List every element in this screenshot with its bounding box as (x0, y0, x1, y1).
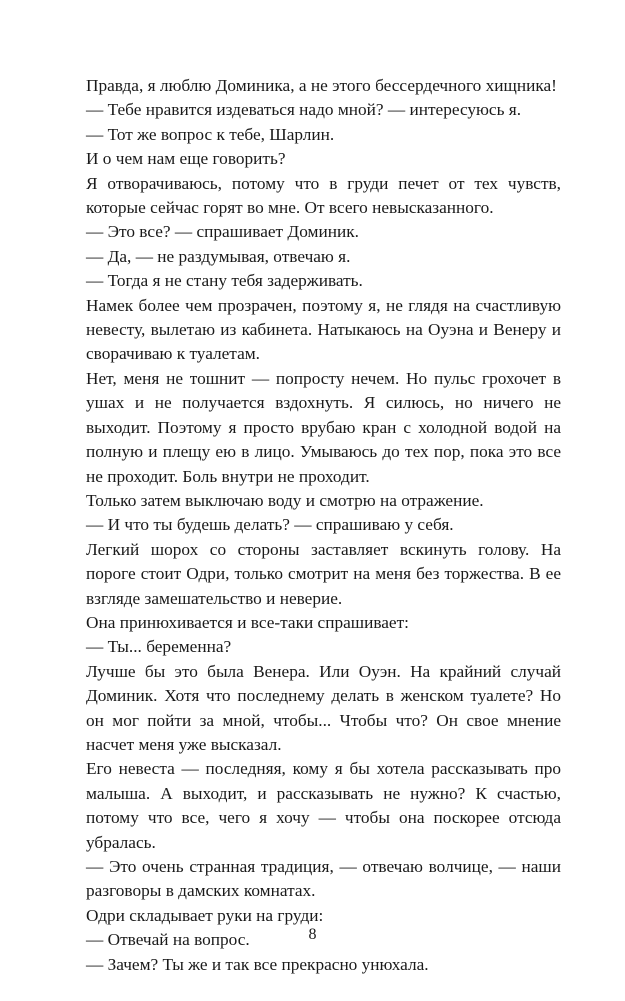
page-number: 8 (308, 926, 317, 943)
paragraph: И о чем нам еще говорить? (86, 149, 286, 169)
paragraph: — Это все? — спрашивает Доминик. (86, 222, 359, 242)
paragraph: Лучше бы это была Венера. Или Оуэн. На крайний случай Доминик. Хотя что последнему делать в женском туалете? Но он мог пойти за мной, чтобы... Чтобы что? Он свое мнение насчет меня уже высказал. (86, 661, 561, 754)
body-text (86, 74, 561, 977)
paragraph: Нет, меня не тошнит — попросту нечем. Но пульс грохочет в ушах и не получается вздохнуть. Я силюсь, но ничего не выходит. Поэтому я просто врубаю кран с холодной водой на полную и плещу ею в лицо. Умываюсь до тех пор, пока это все не проходит. Боль внутри не проходит. (86, 368, 561, 486)
paragraph: Я отворачиваюсь, потому что в груди печет от тех чувств, которые сейчас горят во мне. От всего невысказанного. (86, 173, 561, 218)
paragraph: — Да, — не раздумывая, отвечаю я. (86, 246, 351, 266)
paragraph: — Тот же вопрос к тебе, Шарлин. (86, 124, 335, 144)
paragraph: Его невеста — последняя, кому я бы хотела рассказывать про малыша. А выходит, и рассказывать не нужно? К счастью, потому что все, чего я хочу — чтобы она поскорее отсюда убралась. (86, 759, 561, 852)
paragraph: Она принюхивается и все-таки спрашивает: (86, 612, 409, 632)
paragraph: — Отвечай на вопрос. (86, 930, 250, 950)
paragraph: Легкий шорох со стороны заставляет вскинуть голову. На пороге стоит Одри, только смотрит на меня без торжества. В ее взгляде замешательство и неверие. (86, 539, 561, 608)
paragraph: — И что ты будешь делать? — спрашиваю у себя. (86, 515, 454, 535)
paragraph: — Это очень странная традиция, — отвечаю волчице, — наши разговоры в дамских комнатах. (86, 857, 561, 901)
paragraph: Одри складывает руки на груди: (86, 905, 324, 925)
paragraph: Правда, я люблю Доминика, а не этого бессердечного хищника! (86, 76, 557, 95)
paragraph: Только затем выключаю воду и смотрю на отражение. (86, 490, 484, 510)
paragraph: — Тебе нравится издеваться надо мной? — интересуюсь я. (86, 100, 522, 120)
paragraph: — Тогда я не стану тебя задерживать. (86, 271, 363, 291)
paragraph: — Зачем? Ты же и так все прекрасно унюхала. (86, 954, 429, 974)
paragraph: — Ты... беременна? (86, 637, 232, 657)
paragraph: Намек более чем прозрачен, поэтому я, не глядя на счастливую невесту, вылетаю из кабинета. Натыкаюсь на Оуэна и Венеру и сворачиваю к туалетам. (86, 295, 561, 364)
